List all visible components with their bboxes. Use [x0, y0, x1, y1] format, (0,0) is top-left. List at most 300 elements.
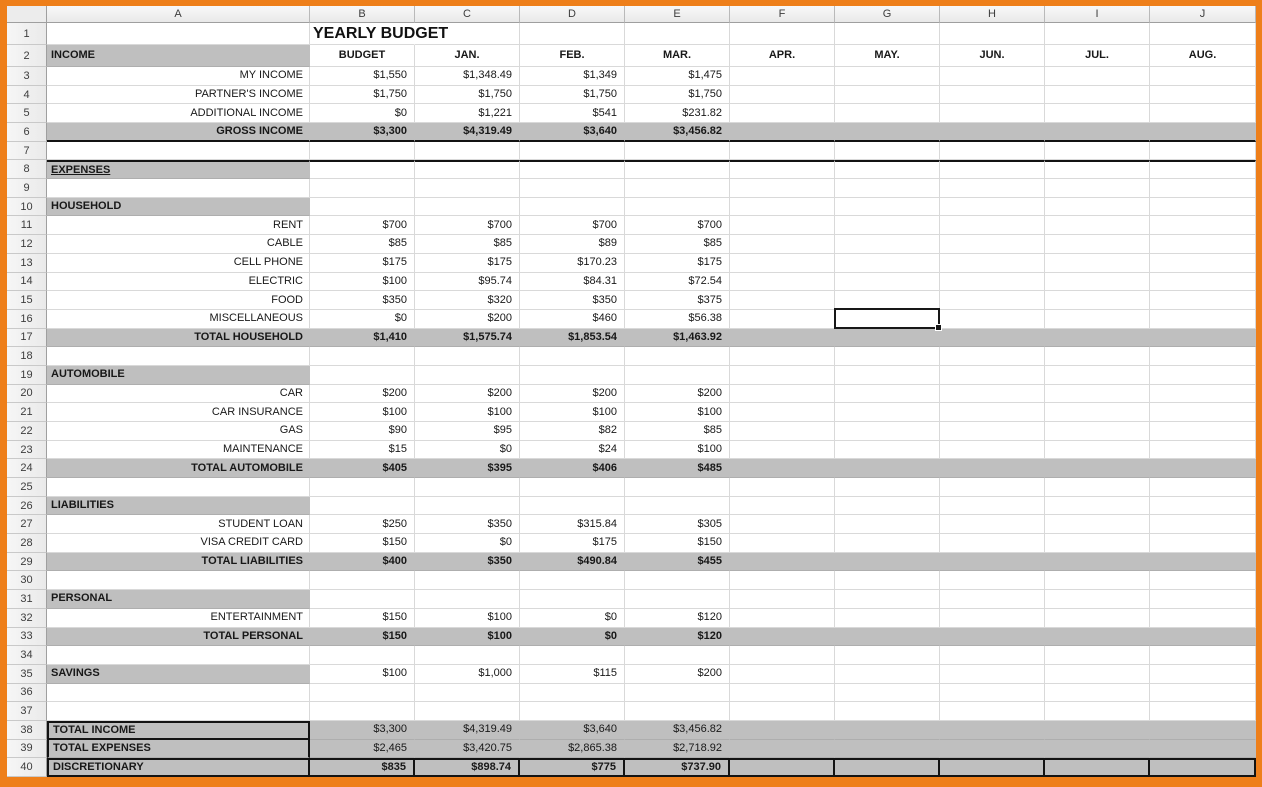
- cell-D22[interactable]: $82: [520, 422, 625, 441]
- row-header-34[interactable]: 34: [7, 646, 47, 665]
- row-header-24[interactable]: 24: [7, 459, 47, 478]
- cell-C8[interactable]: [415, 160, 520, 179]
- cell-B25[interactable]: [310, 478, 415, 497]
- cell-G37[interactable]: [835, 702, 940, 721]
- cell-F5[interactable]: [730, 104, 835, 123]
- cell-C31[interactable]: [415, 590, 520, 609]
- cell-H22[interactable]: [940, 422, 1045, 441]
- cell-J16[interactable]: [1150, 310, 1256, 329]
- cell-E2[interactable]: MAR.: [625, 45, 730, 67]
- cell-C9[interactable]: [415, 179, 520, 198]
- row-header-23[interactable]: 23: [7, 441, 47, 460]
- row-header-38[interactable]: 38: [7, 721, 47, 740]
- cell-D13[interactable]: $170.23: [520, 254, 625, 273]
- cell-C35[interactable]: $1,000: [415, 665, 520, 684]
- cell-B23[interactable]: $15: [310, 441, 415, 460]
- cell-F32[interactable]: [730, 609, 835, 628]
- row-header-17[interactable]: 17: [7, 329, 47, 348]
- cell-D27[interactable]: $315.84: [520, 515, 625, 534]
- cell-F38[interactable]: [730, 721, 835, 740]
- cell-A8[interactable]: EXPENSES: [47, 160, 310, 179]
- cell-E30[interactable]: [625, 571, 730, 590]
- cell-E37[interactable]: [625, 702, 730, 721]
- row-header-16[interactable]: 16: [7, 310, 47, 329]
- cell-H12[interactable]: [940, 235, 1045, 254]
- cell-B26[interactable]: [310, 497, 415, 516]
- cell-B6[interactable]: $3,300: [310, 123, 415, 142]
- cell-C27[interactable]: $350: [415, 515, 520, 534]
- cell-J27[interactable]: [1150, 515, 1256, 534]
- column-header-E[interactable]: E: [625, 6, 730, 23]
- cell-D1[interactable]: [520, 23, 625, 45]
- cell-D16[interactable]: $460: [520, 310, 625, 329]
- cell-D39[interactable]: $2,865.38: [520, 740, 625, 759]
- cell-H26[interactable]: [940, 497, 1045, 516]
- row-header-7[interactable]: 7: [7, 142, 47, 161]
- cell-J4[interactable]: [1150, 86, 1256, 105]
- cell-A31[interactable]: PERSONAL: [47, 590, 310, 609]
- cell-F33[interactable]: [730, 628, 835, 647]
- cell-I32[interactable]: [1045, 609, 1150, 628]
- cell-J18[interactable]: [1150, 347, 1256, 366]
- cell-G16[interactable]: [835, 310, 940, 329]
- cell-G27[interactable]: [835, 515, 940, 534]
- cell-J20[interactable]: [1150, 385, 1256, 404]
- cell-D18[interactable]: [520, 347, 625, 366]
- cell-F11[interactable]: [730, 216, 835, 235]
- cell-B30[interactable]: [310, 571, 415, 590]
- cell-E8[interactable]: [625, 160, 730, 179]
- cell-B29[interactable]: $400: [310, 553, 415, 572]
- cell-F17[interactable]: [730, 329, 835, 348]
- select-all-corner[interactable]: [7, 6, 47, 23]
- cell-B36[interactable]: [310, 684, 415, 703]
- cell-G38[interactable]: [835, 721, 940, 740]
- cell-C6[interactable]: $4,319.49: [415, 123, 520, 142]
- cell-B8[interactable]: [310, 160, 415, 179]
- cell-H6[interactable]: [940, 123, 1045, 142]
- cell-E13[interactable]: $175: [625, 254, 730, 273]
- column-header-H[interactable]: H: [940, 6, 1045, 23]
- cell-F30[interactable]: [730, 571, 835, 590]
- cell-G9[interactable]: [835, 179, 940, 198]
- cell-C33[interactable]: $100: [415, 628, 520, 647]
- cell-E20[interactable]: $200: [625, 385, 730, 404]
- cell-F6[interactable]: [730, 123, 835, 142]
- cell-I33[interactable]: [1045, 628, 1150, 647]
- cell-H23[interactable]: [940, 441, 1045, 460]
- cell-A7[interactable]: [47, 142, 310, 161]
- cell-I4[interactable]: [1045, 86, 1150, 105]
- cell-A36[interactable]: [47, 684, 310, 703]
- cell-C40[interactable]: $898.74: [415, 758, 520, 777]
- cell-F18[interactable]: [730, 347, 835, 366]
- cell-G33[interactable]: [835, 628, 940, 647]
- cell-C38[interactable]: $4,319.49: [415, 721, 520, 740]
- cell-J31[interactable]: [1150, 590, 1256, 609]
- cell-I21[interactable]: [1045, 403, 1150, 422]
- row-header-19[interactable]: 19: [7, 366, 47, 385]
- cell-C36[interactable]: [415, 684, 520, 703]
- cell-B20[interactable]: $200: [310, 385, 415, 404]
- cell-B21[interactable]: $100: [310, 403, 415, 422]
- cell-B14[interactable]: $100: [310, 273, 415, 292]
- row-header-12[interactable]: 12: [7, 235, 47, 254]
- column-header-A[interactable]: A: [47, 6, 310, 23]
- cell-B35[interactable]: $100: [310, 665, 415, 684]
- cell-I18[interactable]: [1045, 347, 1150, 366]
- cell-A10[interactable]: HOUSEHOLD: [47, 198, 310, 217]
- cell-D37[interactable]: [520, 702, 625, 721]
- cell-C20[interactable]: $200: [415, 385, 520, 404]
- cell-I11[interactable]: [1045, 216, 1150, 235]
- cell-F29[interactable]: [730, 553, 835, 572]
- cell-H13[interactable]: [940, 254, 1045, 273]
- cell-I9[interactable]: [1045, 179, 1150, 198]
- cell-D14[interactable]: $84.31: [520, 273, 625, 292]
- cell-B7[interactable]: [310, 142, 415, 161]
- cell-D38[interactable]: $3,640: [520, 721, 625, 740]
- cell-H29[interactable]: [940, 553, 1045, 572]
- cell-J10[interactable]: [1150, 198, 1256, 217]
- row-header-9[interactable]: 9: [7, 179, 47, 198]
- cell-F20[interactable]: [730, 385, 835, 404]
- cell-H16[interactable]: [940, 310, 1045, 329]
- cell-H40[interactable]: [940, 758, 1045, 777]
- cell-I23[interactable]: [1045, 441, 1150, 460]
- cell-F15[interactable]: [730, 291, 835, 310]
- cell-G32[interactable]: [835, 609, 940, 628]
- cell-A37[interactable]: [47, 702, 310, 721]
- cell-E26[interactable]: [625, 497, 730, 516]
- cell-F21[interactable]: [730, 403, 835, 422]
- cell-C29[interactable]: $350: [415, 553, 520, 572]
- cell-I34[interactable]: [1045, 646, 1150, 665]
- cell-H35[interactable]: [940, 665, 1045, 684]
- cell-J23[interactable]: [1150, 441, 1256, 460]
- cell-I39[interactable]: [1045, 740, 1150, 759]
- column-header-F[interactable]: F: [730, 6, 835, 23]
- cell-A20[interactable]: CAR: [47, 385, 310, 404]
- cell-J6[interactable]: [1150, 123, 1256, 142]
- row-header-13[interactable]: 13: [7, 254, 47, 273]
- cell-A29[interactable]: TOTAL LIABILITIES: [47, 553, 310, 572]
- cell-D29[interactable]: $490.84: [520, 553, 625, 572]
- cell-B15[interactable]: $350: [310, 291, 415, 310]
- cell-E24[interactable]: $485: [625, 459, 730, 478]
- cell-B19[interactable]: [310, 366, 415, 385]
- cell-H36[interactable]: [940, 684, 1045, 703]
- cell-J26[interactable]: [1150, 497, 1256, 516]
- cell-H18[interactable]: [940, 347, 1045, 366]
- cell-F36[interactable]: [730, 684, 835, 703]
- cell-J30[interactable]: [1150, 571, 1256, 590]
- cell-E14[interactable]: $72.54: [625, 273, 730, 292]
- cell-G12[interactable]: [835, 235, 940, 254]
- cell-G20[interactable]: [835, 385, 940, 404]
- row-header-2[interactable]: 2: [7, 45, 47, 67]
- cell-F1[interactable]: [730, 23, 835, 45]
- cell-H37[interactable]: [940, 702, 1045, 721]
- cell-H25[interactable]: [940, 478, 1045, 497]
- cell-E12[interactable]: $85: [625, 235, 730, 254]
- cell-G28[interactable]: [835, 534, 940, 553]
- cell-A32[interactable]: ENTERTAINMENT: [47, 609, 310, 628]
- cell-E32[interactable]: $120: [625, 609, 730, 628]
- cell-J14[interactable]: [1150, 273, 1256, 292]
- cell-B17[interactable]: $1,410: [310, 329, 415, 348]
- cell-D36[interactable]: [520, 684, 625, 703]
- cell-A30[interactable]: [47, 571, 310, 590]
- cell-J35[interactable]: [1150, 665, 1256, 684]
- cell-C13[interactable]: $175: [415, 254, 520, 273]
- cell-D12[interactable]: $89: [520, 235, 625, 254]
- cell-C34[interactable]: [415, 646, 520, 665]
- cell-G7[interactable]: [835, 142, 940, 161]
- row-header-3[interactable]: 3: [7, 67, 47, 86]
- cell-A25[interactable]: [47, 478, 310, 497]
- cell-C12[interactable]: $85: [415, 235, 520, 254]
- row-header-31[interactable]: 31: [7, 590, 47, 609]
- cell-D30[interactable]: [520, 571, 625, 590]
- cell-J3[interactable]: [1150, 67, 1256, 86]
- row-header-18[interactable]: 18: [7, 347, 47, 366]
- cell-I22[interactable]: [1045, 422, 1150, 441]
- cell-H39[interactable]: [940, 740, 1045, 759]
- cell-A27[interactable]: STUDENT LOAN: [47, 515, 310, 534]
- cell-I13[interactable]: [1045, 254, 1150, 273]
- row-header-32[interactable]: 32: [7, 609, 47, 628]
- cell-F23[interactable]: [730, 441, 835, 460]
- cell-D11[interactable]: $700: [520, 216, 625, 235]
- cell-D23[interactable]: $24: [520, 441, 625, 460]
- row-header-29[interactable]: 29: [7, 553, 47, 572]
- cell-A15[interactable]: FOOD: [47, 291, 310, 310]
- cell-J17[interactable]: [1150, 329, 1256, 348]
- cell-E39[interactable]: $2,718.92: [625, 740, 730, 759]
- cell-F4[interactable]: [730, 86, 835, 105]
- cell-E18[interactable]: [625, 347, 730, 366]
- row-header-36[interactable]: 36: [7, 684, 47, 703]
- row-header-5[interactable]: 5: [7, 104, 47, 123]
- cell-J32[interactable]: [1150, 609, 1256, 628]
- cell-F10[interactable]: [730, 198, 835, 217]
- cell-F35[interactable]: [730, 665, 835, 684]
- cell-A22[interactable]: GAS: [47, 422, 310, 441]
- cell-A2[interactable]: INCOME: [47, 45, 310, 67]
- row-header-37[interactable]: 37: [7, 702, 47, 721]
- cell-F26[interactable]: [730, 497, 835, 516]
- cell-C10[interactable]: [415, 198, 520, 217]
- cell-J24[interactable]: [1150, 459, 1256, 478]
- cell-H19[interactable]: [940, 366, 1045, 385]
- cell-D25[interactable]: [520, 478, 625, 497]
- cell-B16[interactable]: $0: [310, 310, 415, 329]
- cell-H33[interactable]: [940, 628, 1045, 647]
- cell-E17[interactable]: $1,463.92: [625, 329, 730, 348]
- cell-E29[interactable]: $455: [625, 553, 730, 572]
- cell-G15[interactable]: [835, 291, 940, 310]
- cell-B27[interactable]: $250: [310, 515, 415, 534]
- cell-E35[interactable]: $200: [625, 665, 730, 684]
- cell-C32[interactable]: $100: [415, 609, 520, 628]
- cell-B34[interactable]: [310, 646, 415, 665]
- cell-E19[interactable]: [625, 366, 730, 385]
- cell-A14[interactable]: ELECTRIC: [47, 273, 310, 292]
- cell-D8[interactable]: [520, 160, 625, 179]
- row-header-11[interactable]: 11: [7, 216, 47, 235]
- cell-G34[interactable]: [835, 646, 940, 665]
- cell-H11[interactable]: [940, 216, 1045, 235]
- cell-F31[interactable]: [730, 590, 835, 609]
- cell-G11[interactable]: [835, 216, 940, 235]
- cell-E25[interactable]: [625, 478, 730, 497]
- cell-H8[interactable]: [940, 160, 1045, 179]
- cell-C19[interactable]: [415, 366, 520, 385]
- cell-B4[interactable]: $1,750: [310, 86, 415, 105]
- row-header-21[interactable]: 21: [7, 403, 47, 422]
- cell-D40[interactable]: $775: [520, 758, 625, 777]
- cell-H32[interactable]: [940, 609, 1045, 628]
- column-header-J[interactable]: J: [1150, 6, 1256, 23]
- cell-J1[interactable]: [1150, 23, 1256, 45]
- cell-D15[interactable]: $350: [520, 291, 625, 310]
- column-header-D[interactable]: D: [520, 6, 625, 23]
- cell-J34[interactable]: [1150, 646, 1256, 665]
- cell-I3[interactable]: [1045, 67, 1150, 86]
- cell-I12[interactable]: [1045, 235, 1150, 254]
- row-header-39[interactable]: 39: [7, 740, 47, 759]
- cell-B12[interactable]: $85: [310, 235, 415, 254]
- cell-F9[interactable]: [730, 179, 835, 198]
- cell-D31[interactable]: [520, 590, 625, 609]
- cell-E38[interactable]: $3,456.82: [625, 721, 730, 740]
- row-header-30[interactable]: 30: [7, 571, 47, 590]
- cell-F37[interactable]: [730, 702, 835, 721]
- cell-I7[interactable]: [1045, 142, 1150, 161]
- cell-A19[interactable]: AUTOMOBILE: [47, 366, 310, 385]
- cell-I26[interactable]: [1045, 497, 1150, 516]
- cell-I35[interactable]: [1045, 665, 1150, 684]
- cell-J29[interactable]: [1150, 553, 1256, 572]
- cell-E4[interactable]: $1,750: [625, 86, 730, 105]
- cell-F28[interactable]: [730, 534, 835, 553]
- cell-I16[interactable]: [1045, 310, 1150, 329]
- cell-C3[interactable]: $1,348.49: [415, 67, 520, 86]
- column-header-G[interactable]: G: [835, 6, 940, 23]
- cell-C25[interactable]: [415, 478, 520, 497]
- cell-G31[interactable]: [835, 590, 940, 609]
- cell-G2[interactable]: MAY.: [835, 45, 940, 67]
- cell-G13[interactable]: [835, 254, 940, 273]
- cell-J9[interactable]: [1150, 179, 1256, 198]
- cell-B39[interactable]: $2,465: [310, 740, 415, 759]
- cell-B1[interactable]: YEARLY BUDGET: [310, 23, 415, 45]
- cell-A3[interactable]: MY INCOME: [47, 67, 310, 86]
- cell-G4[interactable]: [835, 86, 940, 105]
- cell-H9[interactable]: [940, 179, 1045, 198]
- cell-F39[interactable]: [730, 740, 835, 759]
- cell-H21[interactable]: [940, 403, 1045, 422]
- cell-H30[interactable]: [940, 571, 1045, 590]
- cell-D21[interactable]: $100: [520, 403, 625, 422]
- cell-D35[interactable]: $115: [520, 665, 625, 684]
- cell-F13[interactable]: [730, 254, 835, 273]
- cell-G1[interactable]: [835, 23, 940, 45]
- cell-G5[interactable]: [835, 104, 940, 123]
- cell-H38[interactable]: [940, 721, 1045, 740]
- row-header-1[interactable]: 1: [7, 23, 47, 45]
- cell-A38[interactable]: TOTAL INCOME: [47, 721, 310, 740]
- cell-G22[interactable]: [835, 422, 940, 441]
- cell-I1[interactable]: [1045, 23, 1150, 45]
- cell-A13[interactable]: CELL PHONE: [47, 254, 310, 273]
- cell-E40[interactable]: $737.90: [625, 758, 730, 777]
- cell-F3[interactable]: [730, 67, 835, 86]
- cell-G39[interactable]: [835, 740, 940, 759]
- cell-I38[interactable]: [1045, 721, 1150, 740]
- cell-A33[interactable]: TOTAL PERSONAL: [47, 628, 310, 647]
- cell-A17[interactable]: TOTAL HOUSEHOLD: [47, 329, 310, 348]
- cell-G17[interactable]: [835, 329, 940, 348]
- cell-C2[interactable]: JAN.: [415, 45, 520, 67]
- cell-I10[interactable]: [1045, 198, 1150, 217]
- row-header-20[interactable]: 20: [7, 385, 47, 404]
- row-header-22[interactable]: 22: [7, 422, 47, 441]
- cell-I6[interactable]: [1045, 123, 1150, 142]
- cell-A18[interactable]: [47, 347, 310, 366]
- cell-C21[interactable]: $100: [415, 403, 520, 422]
- cell-I20[interactable]: [1045, 385, 1150, 404]
- column-header-I[interactable]: I: [1045, 6, 1150, 23]
- cell-I19[interactable]: [1045, 366, 1150, 385]
- cell-B32[interactable]: $150: [310, 609, 415, 628]
- cell-J38[interactable]: [1150, 721, 1256, 740]
- cell-E33[interactable]: $120: [625, 628, 730, 647]
- cell-G26[interactable]: [835, 497, 940, 516]
- cell-E22[interactable]: $85: [625, 422, 730, 441]
- cell-C11[interactable]: $700: [415, 216, 520, 235]
- cell-B5[interactable]: $0: [310, 104, 415, 123]
- cell-D6[interactable]: $3,640: [520, 123, 625, 142]
- row-header-28[interactable]: 28: [7, 534, 47, 553]
- cell-B38[interactable]: $3,300: [310, 721, 415, 740]
- cell-G24[interactable]: [835, 459, 940, 478]
- cell-H28[interactable]: [940, 534, 1045, 553]
- cell-B28[interactable]: $150: [310, 534, 415, 553]
- cell-C37[interactable]: [415, 702, 520, 721]
- cell-I17[interactable]: [1045, 329, 1150, 348]
- cell-A6[interactable]: GROSS INCOME: [47, 123, 310, 142]
- cell-C5[interactable]: $1,221: [415, 104, 520, 123]
- cell-D19[interactable]: [520, 366, 625, 385]
- row-header-33[interactable]: 33: [7, 628, 47, 647]
- cell-B22[interactable]: $90: [310, 422, 415, 441]
- cell-I5[interactable]: [1045, 104, 1150, 123]
- row-header-35[interactable]: 35: [7, 665, 47, 684]
- cell-F16[interactable]: [730, 310, 835, 329]
- cell-E23[interactable]: $100: [625, 441, 730, 460]
- cell-G35[interactable]: [835, 665, 940, 684]
- cell-H31[interactable]: [940, 590, 1045, 609]
- cell-C22[interactable]: $95: [415, 422, 520, 441]
- cell-I40[interactable]: [1045, 758, 1150, 777]
- cell-F8[interactable]: [730, 160, 835, 179]
- cell-C23[interactable]: $0: [415, 441, 520, 460]
- cell-B37[interactable]: [310, 702, 415, 721]
- cell-G30[interactable]: [835, 571, 940, 590]
- row-header-27[interactable]: 27: [7, 515, 47, 534]
